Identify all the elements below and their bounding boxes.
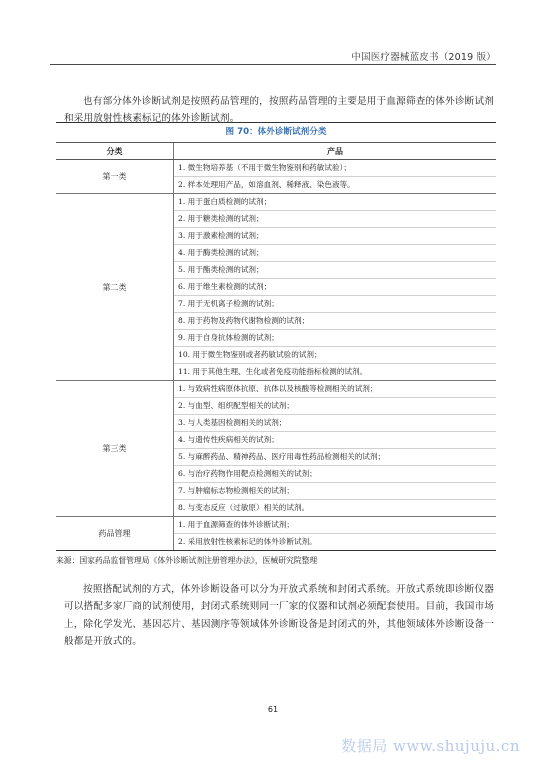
category-cell: 药品管理: [56, 517, 174, 551]
table-row: [56, 381, 496, 517]
product-item: 8. 用于药物及药物代谢物检测的试剂；: [174, 313, 496, 330]
table-row: [56, 194, 496, 381]
product-item: 10. 用于微生物鉴别或者药敏试验的试剂；: [174, 347, 496, 364]
table-body: [56, 160, 496, 551]
product-item: 1. 与致病性病原体抗原、抗体以及核酸等检测相关的试剂；: [174, 381, 496, 398]
figure-70: [56, 122, 496, 566]
product-cell: [174, 194, 497, 381]
product-item: 1. 用于血源筛查的体外诊断试剂；: [174, 517, 496, 534]
product-item: 3. 用于激素检测的试剂；: [174, 228, 496, 245]
product-item: 4. 用于酶类检测的试剂；: [174, 245, 496, 262]
table-row: [56, 517, 496, 551]
page-number: 61: [267, 705, 279, 714]
intro-paragraph: 也有部分体外诊断试剂是按照药品管理的，按照药品管理的主要是用于血源筛查的体外诊断试剂和采用放射性核素标记的体外诊断试剂。: [64, 95, 494, 125]
product-item: 5. 用于酯类检测的试剂；: [174, 262, 496, 279]
product-item: 2. 样本处理用产品，如溶血剂、稀释液、染色液等。: [178, 180, 355, 189]
figure-source: 来源：国家药品监督管理局《体外诊断试剂注册管理办法》，医械研究院整理: [56, 556, 318, 565]
product-item: 6. 用于维生素检测的试剂；: [174, 279, 496, 296]
product-item: 7. 用于无机离子检测的试剂；: [174, 296, 496, 313]
product-cell: [174, 160, 497, 194]
body-paragraph: 按照搭配试剂的方式，体外诊断设备可以分为开放式系统和封闭式系统。开放式系统即诊断仪器可以搭配多家厂商的试剂使用，封闭式系统则同一厂家的仪器和试剂必须配套使用。目前，我国市场上，除化学发光、基因芯片、基因测序等领域体外诊断设备是封闭式的外，其他领域体外诊断设备一般都是开放式的。: [64, 583, 494, 648]
column-header-category: 分类: [56, 143, 174, 160]
product-item: 3. 与人类基因检测相关的试剂；: [174, 415, 496, 432]
running-header: 中国医疗器械蓝皮书（2019 版）: [351, 52, 496, 63]
table-row: [56, 160, 496, 194]
product-item: 9. 用于自身抗体检测的试剂；: [174, 330, 496, 347]
product-cell: [174, 381, 497, 517]
product-item: 1. 用于蛋白质检测的试剂；: [174, 194, 496, 211]
category-cell: 第一类: [56, 160, 174, 194]
product-cell: [174, 517, 497, 551]
product-item: 6. 与治疗药物作用靶点检测相关的试剂；: [174, 466, 496, 483]
product-item: 8. 与变态反应（过敏原）相关的试剂。: [178, 503, 310, 512]
header-rule: [50, 64, 496, 65]
product-item: 1. 微生物培养基（不用于微生物鉴别和药敏试验）；: [174, 160, 496, 177]
product-item: 2. 与血型、组织配型相关的试剂；: [174, 398, 496, 415]
product-item: 2. 采用放射性核素标记的体外诊断试剂。: [178, 537, 317, 546]
category-cell: 第三类: [56, 381, 174, 517]
product-item: 7. 与肿瘤标志物检测相关的试剂；: [174, 483, 496, 500]
product-item: 4. 与遗传性疾病相关的试剂；: [174, 432, 496, 449]
column-header-product: 产品: [174, 143, 497, 160]
classification-table: [56, 143, 496, 551]
product-item: 11. 用于其他生理、生化或者免疫功能指标检测的试剂。: [178, 367, 368, 376]
category-cell: 第二类: [56, 194, 174, 381]
figure-title: 图 70：体外诊断试剂分类: [56, 122, 496, 143]
watermark: 数据局 www.shujuju.cn: [341, 737, 520, 755]
product-item: 5. 与麻醉药品、精神药品、医疗用毒性药品检测相关的试剂；: [174, 449, 496, 466]
product-item: 2. 用于糖类检测的试剂；: [174, 211, 496, 228]
